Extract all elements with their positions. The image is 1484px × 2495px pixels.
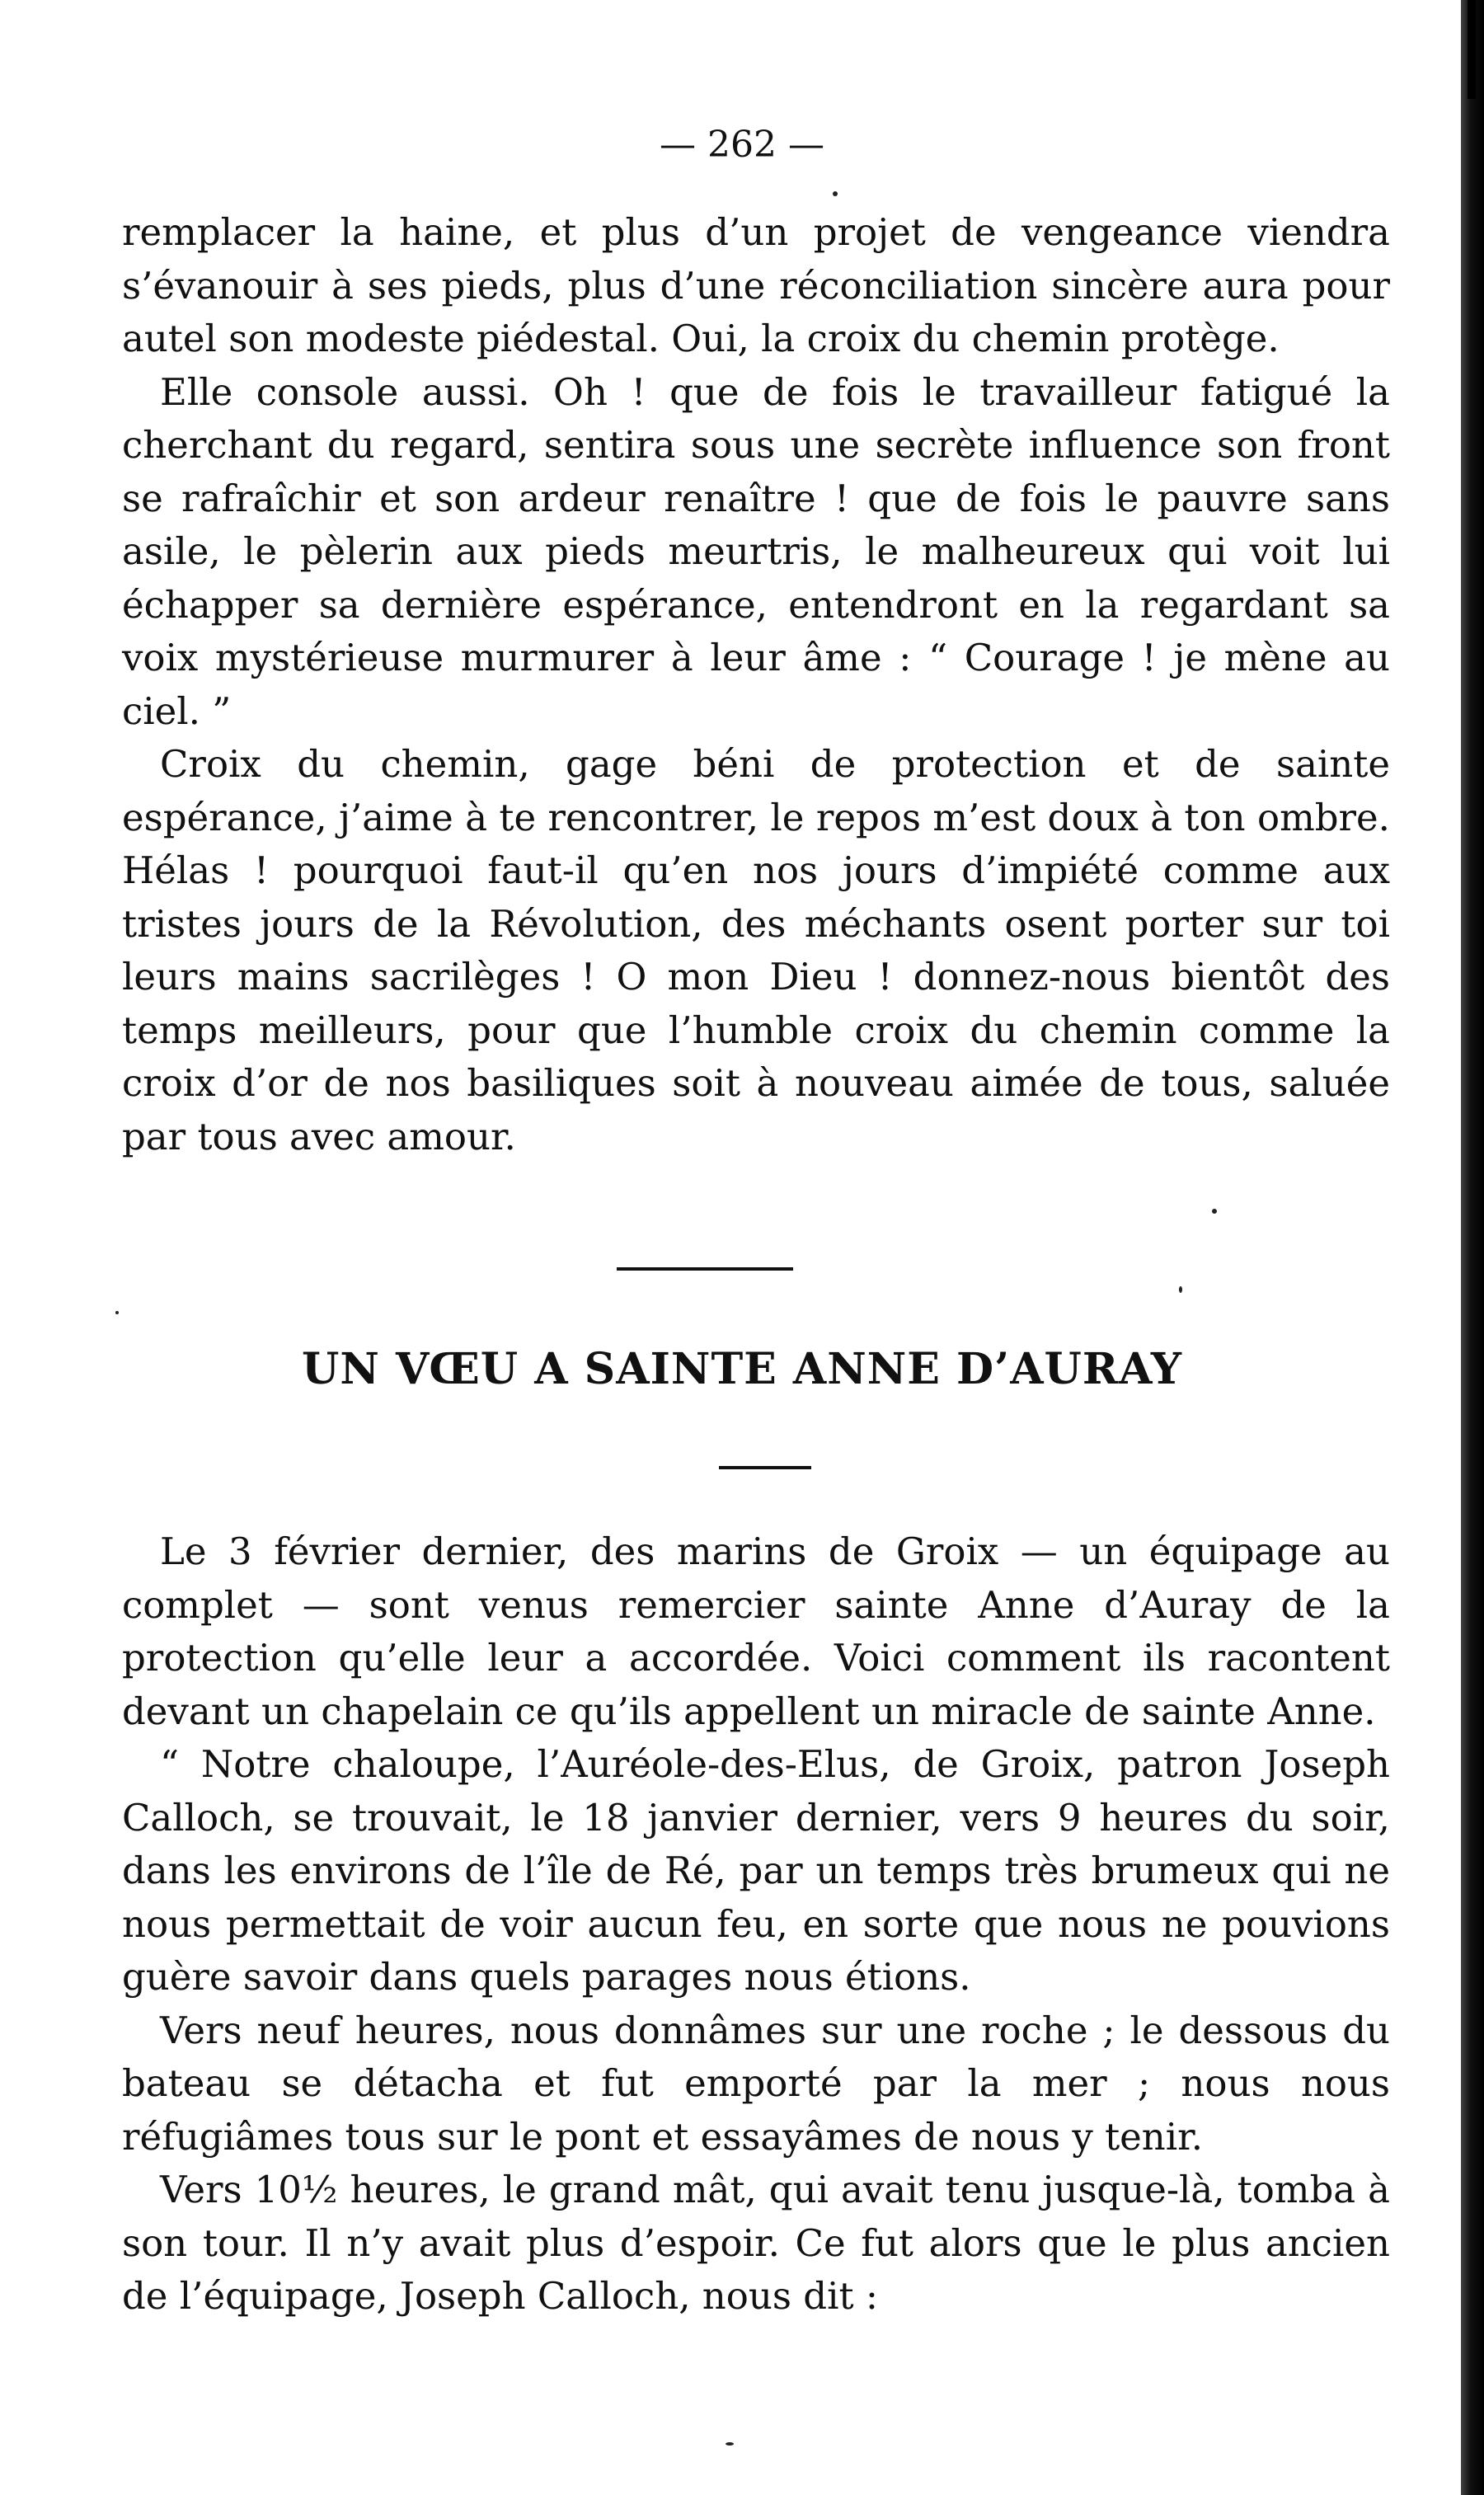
print-speck — [1179, 1286, 1182, 1293]
paragraph: Vers 10½ heures, le grand mât, qui avait tenu jusque-là, tomba à son tour. Il n’y avait plus d’espoir. Ce fut alors que le plus ancien de l’équipage, Joseph Calloch, nous dit : — [122, 2168, 1390, 2318]
paragraph: remplacer la haine, et plus d’un projet de vengeance viendra s’évanouir à ses pieds, plus d’une réconciliation sincère aura pour autel son modeste piédestal. Oui, la croix du chemin protège. — [122, 210, 1390, 360]
print-speck — [115, 1311, 119, 1314]
section-divider-upper — [617, 1267, 793, 1271]
paragraph: Vers neuf heures, nous donnâmes sur une roche ; le dessous du bateau se détacha et fut emporté par la mer ; nous nous réfugiâmes tous sur le pont et essayâmes de nous y tenir. — [122, 2008, 1390, 2159]
paragraph: Croix du chemin, gage béni de protection et de sainte espérance, j’aime à te rencontrer, le repos m’est doux à ton ombre. Hélas ! pourquoi faut-il qu’en nos jours d’impiété comme aux tristes jours de la Révolution, des méchants osent porter sur toi leurs mains sacrilèges ! O mon Dieu ! donnez-nous bientôt des temps meilleurs, pour que l’humble croix du chemin comme la croix d’or de nos basiliques soit à nouveau aimée de tous, saluée par tous avec amour. — [122, 742, 1390, 1158]
print-speck — [1212, 1209, 1217, 1214]
print-speck — [833, 191, 838, 196]
print-speck — [726, 2442, 734, 2446]
paragraph: Le 3 février dernier, des marins de Groix — un équipage au complet — sont venus remercier sainte Anne d’Auray de la protection qu’elle leur a accordée. Voici comment ils racontent devant un chapelain ce qu’ils appellent un miracle de sainte Anne. — [122, 1529, 1390, 1733]
page-number-dash-left: — — [660, 124, 696, 166]
page-number-line — [0, 124, 1484, 166]
body-text-bottom — [122, 1525, 1390, 2323]
body-text-top — [122, 206, 1390, 1163]
section-title: UN VŒU A SAINTE ANNE D’AURAY — [302, 1344, 1182, 1394]
paragraph: “ Notre chaloupe, l’Auréole-des-Elus, de Groix, patron Joseph Calloch, se trouvait, le 18 janvier dernier, vers 9 heures du soir, dans les environs de l’île de Ré, par un temps très brumeux qui ne nous permettait de voir aucun feu, en sorte que nous ne pouvions guère savoir dans quels parages nous étions. — [122, 1742, 1390, 1999]
page-edge-shadow — [1461, 0, 1484, 2495]
section-divider-lower — [719, 1466, 811, 1469]
page-number: 262 — [707, 124, 777, 166]
page-edge-notch — [1468, 0, 1476, 99]
page-number-dash-right: — — [787, 124, 824, 166]
paragraph: Elle console aussi. Oh ! que de fois le travailleur fatigué la cherchant du regard, sentira sous une secrète influence son front se rafraîchir et son ardeur renaître ! que de fois le pauvre sans asile, le pèlerin aux pieds meurtris, le malheureux qui voit lui échapper sa dernière espérance, entendront en la regardant sa voix mystérieuse murmurer à leur âme : “ Courage ! je mène au ciel. ” — [122, 369, 1390, 733]
